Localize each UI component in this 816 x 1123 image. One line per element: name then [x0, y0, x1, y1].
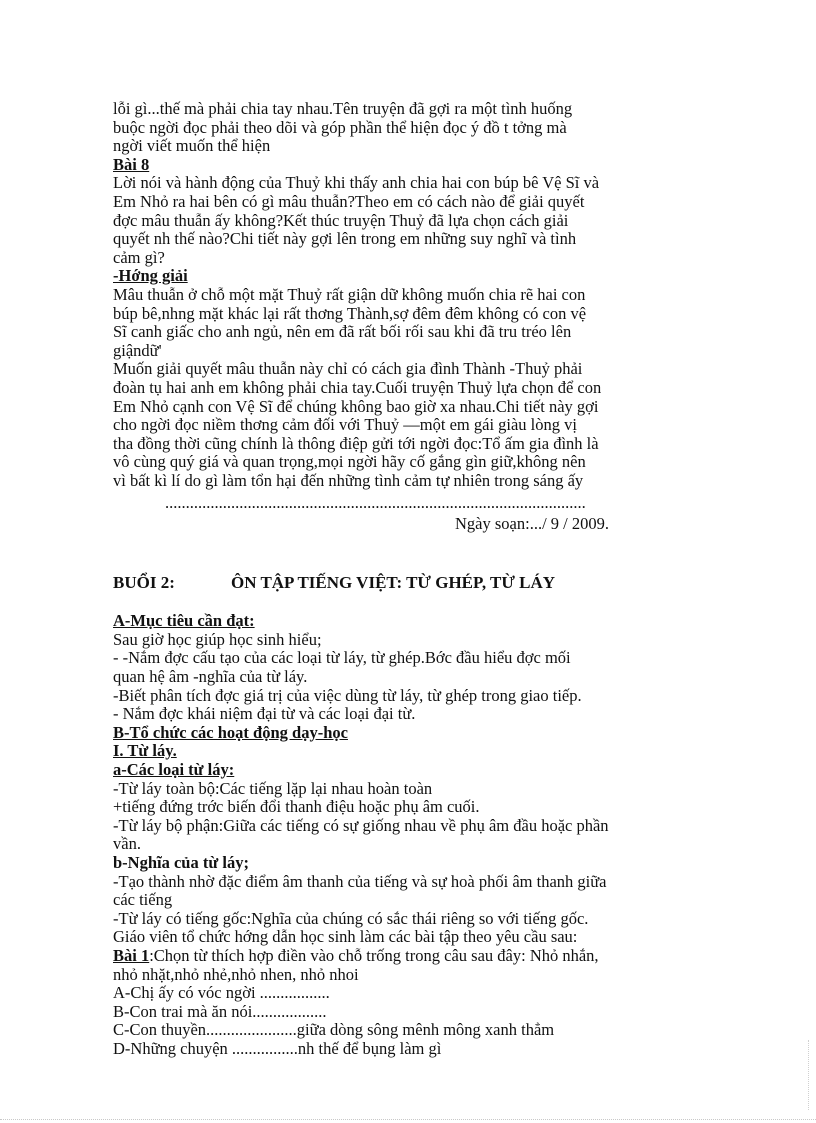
text-line: Sĩ canh giấc cho anh ngủ, nên em đã rất bối rối sau khi đã tru tréo lên [113, 322, 572, 342]
text-line: búp bê,nhng mặt khác lại rất thơng Thành,sợ đêm đêm không có con vệ [113, 303, 587, 323]
text-line: cho ngời đọc niềm thơng cảm đối với Thuỷ —một em gái giàu lòng vị [113, 415, 577, 435]
text-line: - -Nắm đợc cấu tạo của các loại từ láy, từ ghép.Bớc đầu hiểu đợc mối [113, 648, 571, 668]
text-line: đoàn tụ hai anh em không phải chia tay.Cuối truyện Thuỷ lựa chọn để con [113, 377, 602, 397]
text-line: giậndữ' [113, 340, 162, 360]
guide-heading: -Hớng giải [113, 266, 188, 286]
text-line: quyết nh thế nào?Chi tiết này gợi lên trong em những suy nghĩ và tình [113, 229, 577, 249]
exercise-1-label: Bài 1 [113, 945, 150, 965]
section-b-heading: B-Tổ chức các hoạt động dạy-học [113, 722, 348, 742]
section-1-heading: I. Từ láy. [113, 741, 177, 761]
exercise-1-text: :Chọn từ thích hợp điền vào chỗ trống trong câu sau đây: Nhỏ nhắn, [149, 945, 599, 965]
text-line: - Nắm đợc khái niệm đại từ và các loại đại từ. [113, 704, 416, 724]
text-line: Em Nhỏ ra hai bên có gì mâu thuẫn?Theo em có cách nào để giải quyết [113, 191, 585, 211]
text-line: Muốn giải quyết mâu thuẫn này chỉ có cách gia đình Thành -Thuỷ phải [113, 359, 583, 379]
subsection-a-heading: a-Các loại từ láy: [113, 760, 235, 779]
text-line: Em Nhỏ cạnh con Vệ Sĩ để chúng không bao giờ xa nhau.Chi tiết này gợi [113, 396, 599, 416]
text-line: lỗi gì...thế mà phải chia tay nhau.Tên truyện đã gợi ra một tình huống [113, 99, 573, 118]
text-line: -Từ láy có tiếng gốc:Nghĩa của chúng có sắc thái riêng so với tiếng gốc. [113, 908, 589, 928]
text-line: Giáo viên tổ chức hớng dẫn học sinh làm các bài tập theo yêu cầu sau: [113, 927, 578, 947]
exercise-8-heading: Bài 8 [113, 154, 150, 174]
text-line: A-Chị ấy có vóc ngời ................. [113, 983, 330, 1003]
text-line: -Từ láy toàn bộ:Các tiếng lặp lại nhau hoàn toàn [113, 778, 433, 798]
text-line: các tiếng [113, 890, 173, 910]
text-line: nhỏ nhặt,nhỏ nhẻ,nhỏ nhen, nhỏ nhoi [113, 964, 359, 984]
text-line: -Tạo thành nhờ đặc điểm âm thanh của tiếng và sự hoà phối âm thanh giữa [113, 871, 607, 891]
text-line: vì bất kì lí do gì làm tổn hại đến những tình cảm tự nhiên trong sáng ấy [113, 470, 584, 490]
text-line: tha đồng thời cũng chính là thông điệp gửi tới ngời đọc:Tổ ấm gia đình là [113, 433, 599, 453]
text-line: quan hệ âm -nghĩa của từ láy. [113, 667, 308, 687]
prep-date: Ngày soạn:.../ 9 / 2009. [455, 514, 609, 534]
page-bottom-border [0, 1119, 816, 1121]
text-line: cảm gì? [113, 247, 165, 267]
text-line: B-Con trai mà ăn nói.................. [113, 1001, 327, 1021]
text-line: buộc ngời đọc phải theo dõi và góp phần thể hiện đọc ý đồ t tởng mà [113, 117, 567, 137]
dotted-separator: ...................................................................................................... [165, 493, 586, 513]
text-line: vô cùng quý giá và quan trọng,mọi ngời hãy cố gắng gìn giữ,không nên [113, 452, 586, 472]
text-line: D-Những chuyện ................nh thế để bụng làm gì [113, 1038, 442, 1058]
text-line: +tiếng đứng trớc biến đổi thanh điệu hoặc phụ âm cuối. [113, 797, 480, 817]
text-line: vần. [113, 834, 141, 854]
text-line: đợc mâu thuẫn ấy không?Kết thúc truyện Thuỷ đã lựa chọn cách giải [113, 210, 569, 230]
session-heading [113, 574, 688, 593]
document-page [113, 100, 688, 1059]
text-line: C-Con thuyền......................giữa dòng sông mênh mông xanh thẳm [113, 1020, 555, 1040]
page-edge-marker [808, 1040, 810, 1110]
session-label: BUỔI 2: [113, 572, 175, 592]
text-line: -Từ láy bộ phận:Giữa các tiếng có sự giống nhau về phụ âm đầu hoặc phần [113, 815, 609, 835]
exercise-1-line [113, 947, 688, 966]
text-line: Sau giờ học giúp học sinh hiểu; [113, 629, 322, 649]
text-line: ngời viết muốn thể hiện [113, 136, 271, 156]
session-title: ÔN TẬP TIẾNG VIỆT: TỪ GHÉP, TỪ LÁY [231, 572, 556, 592]
subsection-b-heading: b-Nghĩa của từ láy; [113, 852, 249, 872]
section-a-heading: A-Mục tiêu cần đạt: [113, 611, 255, 631]
text-line: Lời nói và hành động của Thuỷ khi thấy anh chia hai con búp bê Vệ Sĩ và [113, 173, 600, 193]
text-line: Mâu thuẫn ở chỗ một mặt Thuỷ rất giận dữ không muốn chia rẽ hai con [113, 284, 586, 304]
text-line: -Biết phân tích đợc giá trị của việc dùng từ láy, từ ghép trong giao tiếp. [113, 685, 582, 705]
